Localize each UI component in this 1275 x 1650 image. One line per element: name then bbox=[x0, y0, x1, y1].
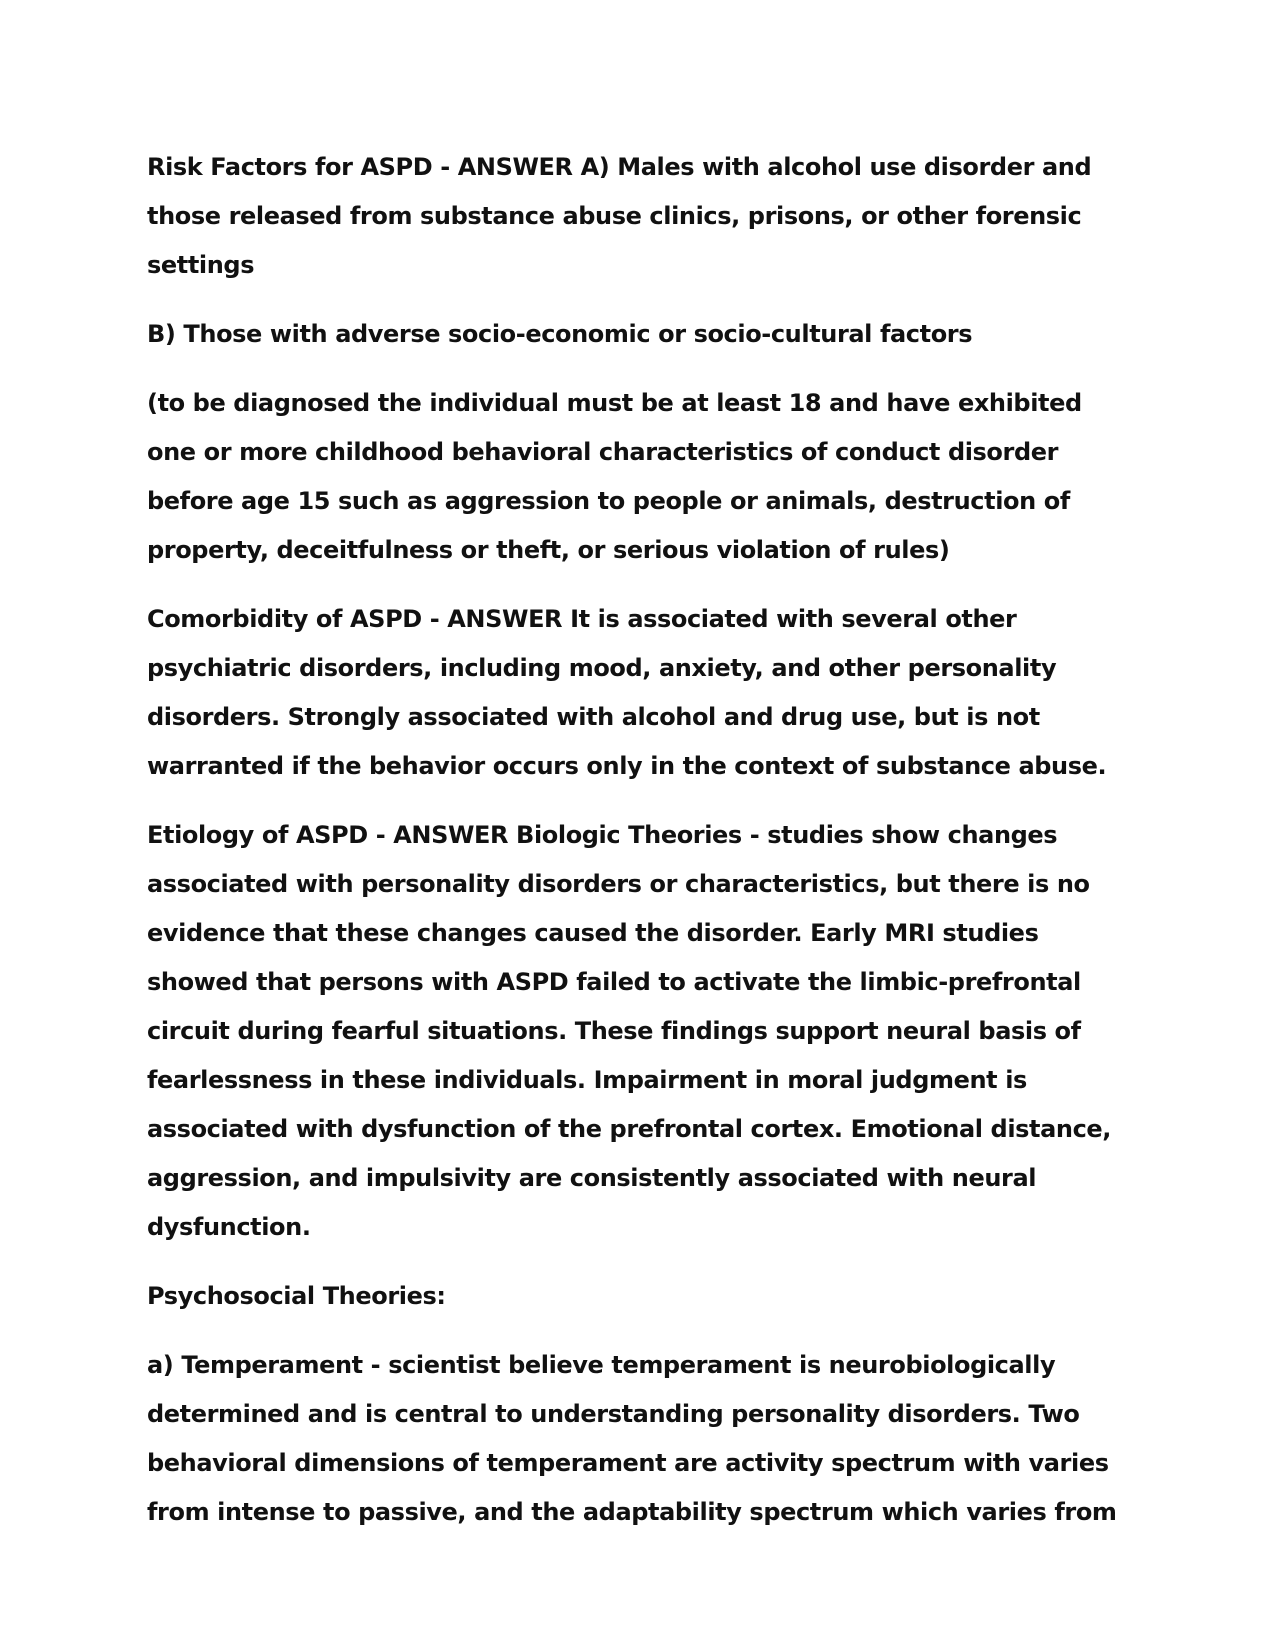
paragraph-psychosocial-heading: Psychosocial Theories: bbox=[147, 1282, 446, 1310]
paragraph-socio-factors: B) Those with adverse socio-economic or socio-cultural factors bbox=[147, 320, 973, 348]
paragraph-etiology: Etiology of ASPD - ANSWER Biologic Theories - studies show changes associated with personality disorders or characteristics, but there is no evidence that these changes caused the disorder. Early MRI studies showed that persons with ASPD failed to activate the limbic-prefrontal circuit during fearful situations. These findings support neural basis of fearlessness in these individuals. Impairment in moral judgment is associated with dysfunction of the prefrontal cortex. Emotional distance, aggression, and impulsivity are consistently associated with neural dysfunction. bbox=[147, 821, 1112, 1241]
paragraph-risk-factors: Risk Factors for ASPD - ANSWER A) Males with alcohol use disorder and those released from substance abuse clinics, prisons, or other forensic settings bbox=[147, 153, 1092, 279]
paragraph-diagnosis-criteria: (to be diagnosed the individual must be at least 18 and have exhibited one or more childhood behavioral characteristics of conduct disorder before age 15 such as aggression to people or animals, destruction of property, deceitfulness or theft, or serious violation of rules) bbox=[147, 389, 1082, 564]
paragraph-temperament: a) Temperament - scientist believe temperament is neurobiologically determined and is central to understanding personality disorders. Two behavioral dimensions of temperament are activity spectrum with varies from intense to passive, and the adaptability spectrum which varies from bbox=[147, 1351, 1117, 1526]
document-body bbox=[147, 143, 1137, 1557]
paragraph-comorbidity: Comorbidity of ASPD - ANSWER It is associated with several other psychiatric disorders, including mood, anxiety, and other personality disorders. Strongly associated with alcohol and drug use, but is not warranted if the behavior occurs only in the context of substance abuse. bbox=[147, 605, 1107, 780]
